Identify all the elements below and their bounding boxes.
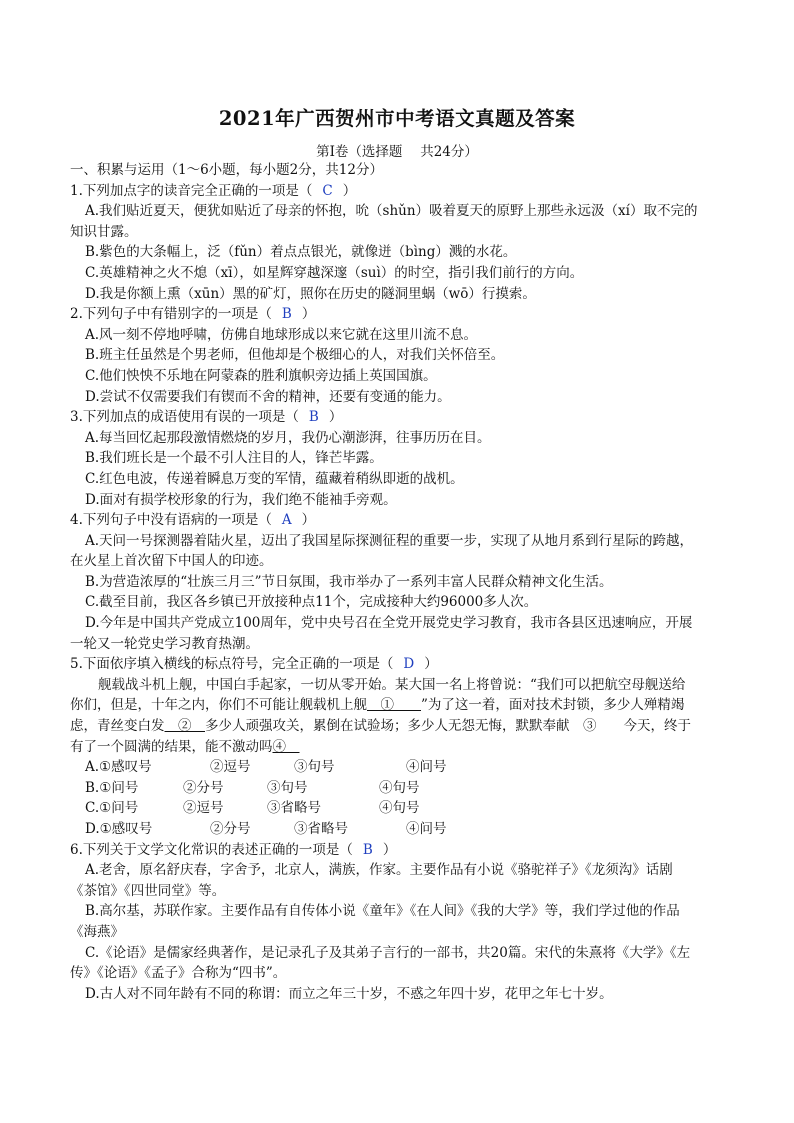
question-5-stem: 5.下面依序填入横线的标点符号，完全正确的一项是（ D ）: [70, 656, 438, 673]
question-3-answer: B: [308, 409, 319, 426]
question-6-option-d: D.古人对不同年龄有不同的称谓：而立之年三十岁，不惑之年四十岁，花甲之年七十岁。: [85, 985, 613, 1002]
question-4-option-a: A.天问一号探测器着陆火星，迈出了我国星际探测征程的重要一步，实现了从地月系到行星际的跨越，: [85, 532, 694, 549]
question-6-option-b: B.高尔基，苏联作家。主要作品有自传体小说《童年》《在人间》《我的大学》等，我们学过他的作品: [85, 903, 680, 920]
question-5-passage-line-2: 你们，但是，十年之内，你们不可能让舰载机上舰 ① ”为了这一着，面对技术封锁，多少人殚精竭: [70, 697, 685, 714]
question-2-option-b: B.班主任虽然是个男老师，但他却是个极细心的人，对我们关怀倍至。: [85, 347, 505, 364]
question-2-option-c: C.他们怏怏不乐地在阿蒙森的胜利旗帜旁边插上英国国旗。: [85, 367, 437, 384]
question-5-passage-line-1: 舰载战斗机上舰，中国白手起家，一切从零开始。某大国一名上将曾说：“我们可以把航空母舰送给: [98, 676, 686, 693]
page-title: 2021年广西贺州市中考语文真题及答案: [218, 107, 576, 130]
question-3-stem: 3.下列加点的成语使用有误的一项是（ B ）: [70, 409, 343, 426]
question-3-option-d: D.面对有损学校形象的行为，我们绝不能袖手旁观。: [85, 491, 397, 508]
blank-4: ④: [272, 738, 300, 755]
question-1-option-d: D.我是你额上熏（xūn）黑的矿灯，照你在历史的隧洞里蜗（wō）行摸索。: [85, 285, 536, 302]
question-4-option-c: C.截至目前，我区各乡镇已开放接种点11个，完成接种大约96000多人次。: [85, 594, 538, 611]
question-6-option-a: A.老舍，原名舒庆春，字舍予，北京人，满族，作家。主要作品有小说《骆驼祥子》《龙须沟》话剧: [85, 862, 673, 879]
question-1-answer: C: [322, 182, 333, 199]
question-5-option-b: B.①问号 ②分号 ③句号 ④句号: [85, 779, 420, 796]
question-5-option-d: D.①感叹号 ②分号 ③省略号 ④问号: [85, 821, 447, 837]
question-6-option-b-cont: 《海燕》: [70, 923, 124, 940]
question-3-option-b: B.我们班长是一个最不引人注目的人，锋芒毕露。: [85, 450, 383, 467]
question-4-option-b: B.为营造浓厚的“壮族三月三”节日氛围，我市举办了一系列丰富人民群众精神文化生活。: [85, 573, 613, 590]
question-6-stem: 6.下列关于文学文化常识的表述正确的一项是（ B ）: [70, 841, 397, 858]
question-5-option-a: A.①感叹号 ②逗号 ③句号 ④问号: [85, 759, 447, 776]
question-6-option-c: C.《论语》是儒家经典著作，是记录孔子及其弟子言行的一部书，共20篇。宋代的朱熹将《大学》《左: [85, 944, 691, 961]
question-4-option-d: D.今年是中国共产党成立100周年，党中央号召在全党开展党史学习教育，我市各县区迅速响应，开展: [85, 615, 693, 632]
question-5-passage-line-4: 有了一个圆满的结果，能不激动吗④: [70, 738, 300, 755]
question-1-option-c: C.英雄精神之火不熄（xī），如星辉穿越深邃（suì）的时空，指引我们前行的方向。: [85, 264, 584, 281]
section-heading: 一、积累与运用（1～6小题，每小题2分，共12分）: [70, 162, 383, 178]
question-1-option-a: A.我们贴近夏天，便犹如贴近了母亲的怀抱，吮（shǔn）吸着夏天的原野上那些永远汲（xí）取不完的: [85, 203, 698, 220]
blank-1: ①: [367, 697, 421, 714]
question-2-answer: B: [281, 306, 292, 323]
question-6-option-a-cont: 《茶馆》《四世同堂》等。: [70, 882, 226, 899]
question-2-option-d: D.尝试不仅需要我们有锲而不舍的精神，还要有变通的能力。: [85, 388, 451, 405]
question-5-passage-line-3: 虑，青丝变白发 ② 多少人顽强攻关，累倒在试验场；多少人无怨无悔，默默奉献 ③ 今天，终于: [70, 718, 691, 735]
question-3-option-c: C.红色电波，传递着瞬息万变的军情，蕴藏着稍纵即逝的战机。: [85, 470, 464, 487]
question-4-option-a-cont: 在火星上首次留下中国人的印迹。: [70, 553, 273, 570]
question-6-answer: B: [362, 841, 373, 858]
volume-heading: 第Ⅰ卷（选择题 共24分）: [316, 144, 478, 160]
question-4-answer: A: [281, 512, 292, 529]
question-2-option-a: A.风一刻不停地呼啸，仿佛自地球形成以来它就在这里川流不息。: [85, 326, 478, 343]
question-1-option-a-cont: 知识甘露。: [70, 223, 138, 240]
question-1-stem: 1.下列加点字的读音完全正确的一项是（ C ）: [70, 182, 357, 199]
question-6-option-c-cont: 传》《论语》《孟子》合称为“四书”。: [70, 965, 287, 982]
question-body: [70, 160, 730, 1004]
blank-2: ②: [164, 718, 205, 735]
question-3-option-a: A.每当回忆起那段激情燃烧的岁月，我仍心潮澎湃，往事历历在目。: [85, 429, 491, 446]
question-5-option-c: C.①问号 ②逗号 ③省略号 ④句号: [85, 800, 420, 817]
question-2-stem: 2.下列句子中有错别字的一项是（ B ）: [70, 306, 316, 323]
question-5-answer: D: [403, 656, 415, 673]
question-4-option-d-cont: 一轮又一轮党史学习教育热潮。: [70, 635, 259, 652]
question-1-option-b: B.紫色的大条幅上，泛（fǔn）着点点银光，就像迸（bìng）溅的水花。: [85, 244, 517, 261]
question-4-stem: 4.下列句子中没有语病的一项是（ A ）: [70, 512, 316, 529]
